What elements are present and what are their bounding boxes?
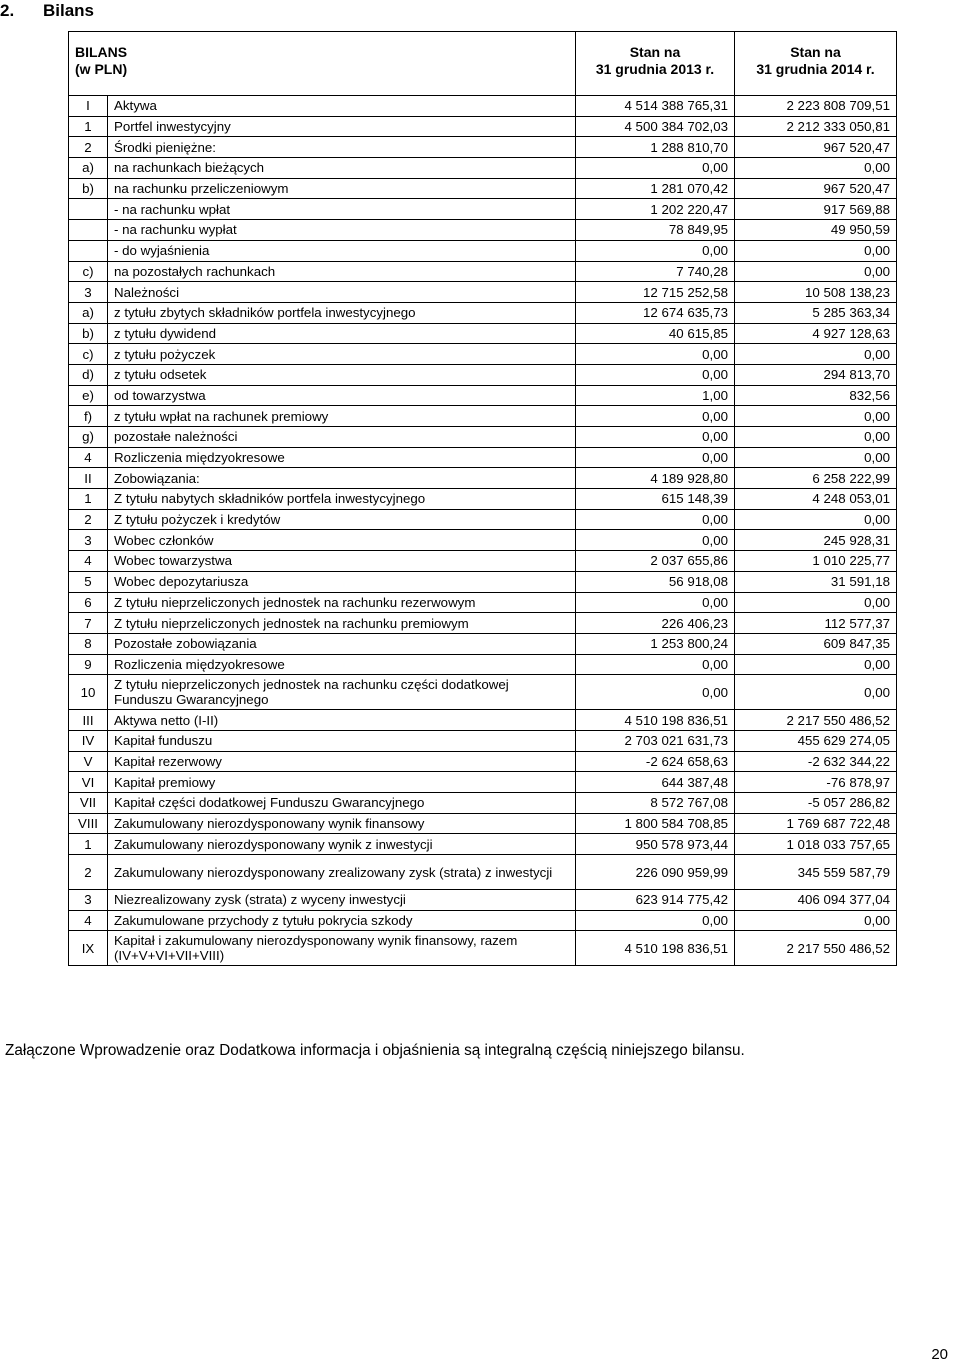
row-label: Kapitał części dodatkowej Funduszu Gwarancyjnego [108, 793, 576, 814]
value-2014: 0,00 [735, 509, 897, 530]
table-row [69, 613, 897, 634]
value-2014: 832,56 [735, 385, 897, 406]
value-2014: 1 018 033 757,65 [735, 834, 897, 855]
value-2014: 4 248 053,01 [735, 489, 897, 510]
row-number [69, 199, 108, 220]
row-label: Kapitał premiowy [108, 772, 576, 793]
row-number: d) [69, 364, 108, 385]
table-row [69, 447, 897, 468]
value-2013: 1 800 584 708,85 [576, 813, 735, 834]
table-row [69, 261, 897, 282]
value-2014: 294 813,70 [735, 364, 897, 385]
section-number: 2. [0, 1, 15, 20]
row-label: Aktywa netto (I-II) [108, 710, 576, 731]
row-number: 3 [69, 890, 108, 911]
value-2013: 2 703 021 631,73 [576, 730, 735, 751]
row-number: VII [69, 793, 108, 814]
table-row [69, 116, 897, 137]
row-label: od towarzystwa [108, 385, 576, 406]
table-body [69, 96, 897, 966]
row-label: - na rachunku wpłat [108, 199, 576, 220]
row-label: Rozliczenia międzyokresowe [108, 447, 576, 468]
row-number: 6 [69, 592, 108, 613]
value-2014: 31 591,18 [735, 571, 897, 592]
row-number: 1 [69, 834, 108, 855]
value-2014: -5 057 286,82 [735, 793, 897, 814]
row-label: - na rachunku wypłat [108, 220, 576, 241]
row-number: 1 [69, 489, 108, 510]
column-header-2014-line1: Stan na [790, 44, 841, 60]
column-header-2014-line2: 31 grudnia 2014 r. [756, 61, 875, 77]
value-2013: 0,00 [576, 675, 735, 710]
value-2014: 917 569,88 [735, 199, 897, 220]
row-number: e) [69, 385, 108, 406]
row-number: I [69, 96, 108, 117]
value-2013: 4 500 384 702,03 [576, 116, 735, 137]
value-2014: 0,00 [735, 675, 897, 710]
value-2014: 10 508 138,23 [735, 282, 897, 303]
value-2013: 623 914 775,42 [576, 890, 735, 911]
row-label: Wobec towarzystwa [108, 551, 576, 572]
table-row [69, 530, 897, 551]
table-row [69, 137, 897, 158]
table-title: BILANS [75, 44, 128, 60]
value-2014: 5 285 363,34 [735, 302, 897, 323]
row-number: a) [69, 158, 108, 179]
table-row [69, 509, 897, 530]
page-number: 20 [931, 1346, 948, 1363]
table-row [69, 710, 897, 731]
value-2013: 0,00 [576, 240, 735, 261]
value-2014: 0,00 [735, 447, 897, 468]
value-2014: 0,00 [735, 427, 897, 448]
row-label: Kapitał funduszu [108, 730, 576, 751]
table-row [69, 489, 897, 510]
row-label: Zakumulowane przychody z tytułu pokrycia szkody [108, 910, 576, 931]
row-number: II [69, 468, 108, 489]
value-2013: 1 288 810,70 [576, 137, 735, 158]
table-row [69, 406, 897, 427]
row-number: IX [69, 931, 108, 966]
value-2014: 0,00 [735, 158, 897, 179]
table-row [69, 813, 897, 834]
value-2014: 345 559 587,79 [735, 855, 897, 890]
value-2013: 0,00 [576, 406, 735, 427]
row-label: z tytułu zbytych składników portfela inwestycyjnego [108, 302, 576, 323]
table-row [69, 592, 897, 613]
value-2014: 0,00 [735, 240, 897, 261]
row-label: Zakumulowany nierozdysponowany wynik z inwestycji [108, 834, 576, 855]
table-row [69, 385, 897, 406]
row-label: na pozostałych rachunkach [108, 261, 576, 282]
value-2013: 0,00 [576, 364, 735, 385]
row-number: 1 [69, 116, 108, 137]
table-row [69, 571, 897, 592]
table-row [69, 633, 897, 654]
row-number: 4 [69, 551, 108, 572]
value-2013: 4 510 198 836,51 [576, 710, 735, 731]
value-2014: 0,00 [735, 910, 897, 931]
row-label: z tytułu pożyczek [108, 344, 576, 365]
footnote: Załączone Wprowadzenie oraz Dodatkowa informacja i objaśnienia są integralną częścią niniejszego bilansu. [5, 1042, 745, 1059]
row-number: 4 [69, 447, 108, 468]
table-row [69, 793, 897, 814]
row-label: Rozliczenia międzyokresowe [108, 654, 576, 675]
table-row [69, 282, 897, 303]
row-number: c) [69, 261, 108, 282]
table-currency: (w PLN) [75, 61, 128, 77]
value-2013: 226 090 959,99 [576, 855, 735, 890]
row-label: Z tytułu nieprzeliczonych jednostek na rachunku rezerwowym [108, 592, 576, 613]
value-2014: 609 847,35 [735, 633, 897, 654]
value-2013: 950 578 973,44 [576, 834, 735, 855]
row-label: Wobec depozytariusza [108, 571, 576, 592]
table-header-row [69, 32, 897, 96]
value-2014: 967 520,47 [735, 137, 897, 158]
value-2013: 1,00 [576, 385, 735, 406]
row-number: 4 [69, 910, 108, 931]
row-label: Wobec członków [108, 530, 576, 551]
row-number: 5 [69, 571, 108, 592]
value-2013: 1 253 800,24 [576, 633, 735, 654]
row-label: Kapitał i zakumulowany nierozdysponowany wynik finansowy, razem (IV+V+VI+VII+VIII) [108, 931, 576, 966]
column-header-2013-line1: Stan na [629, 44, 681, 60]
table-row [69, 178, 897, 199]
value-2013: 0,00 [576, 344, 735, 365]
table-row [69, 855, 897, 890]
table-row [69, 364, 897, 385]
row-label: Z tytułu nieprzeliczonych jednostek na rachunku premiowym [108, 613, 576, 634]
value-2013: -2 624 658,63 [576, 751, 735, 772]
value-2013: 56 918,08 [576, 571, 735, 592]
row-label: Środki pieniężne: [108, 137, 576, 158]
table-row [69, 158, 897, 179]
row-number [69, 220, 108, 241]
section-title: Bilans [43, 1, 95, 20]
row-label: Aktywa [108, 96, 576, 117]
value-2013: 0,00 [576, 592, 735, 613]
row-number: 3 [69, 530, 108, 551]
value-2013: 78 849,95 [576, 220, 735, 241]
table-row [69, 344, 897, 365]
value-2013: 12 715 252,58 [576, 282, 735, 303]
table-row [69, 551, 897, 572]
row-label: pozostałe należności [108, 427, 576, 448]
value-2013: 4 189 928,80 [576, 468, 735, 489]
value-2013: 0,00 [576, 910, 735, 931]
table-row [69, 730, 897, 751]
table-row [69, 772, 897, 793]
row-number: 2 [69, 509, 108, 530]
value-2013: 12 674 635,73 [576, 302, 735, 323]
value-2014: -76 878,97 [735, 772, 897, 793]
value-2014: 1 010 225,77 [735, 551, 897, 572]
row-number: 2 [69, 137, 108, 158]
value-2013: 0,00 [576, 654, 735, 675]
value-2014: 455 629 274,05 [735, 730, 897, 751]
column-header-2014 [735, 32, 897, 96]
value-2014: 406 094 377,04 [735, 890, 897, 911]
row-number: c) [69, 344, 108, 365]
value-2013: 2 037 655,86 [576, 551, 735, 572]
row-label: Z tytułu nieprzeliczonych jednostek na rachunku części dodatkowej Funduszu Gwarancyjnego [108, 675, 576, 710]
row-number: 10 [69, 675, 108, 710]
table-row [69, 890, 897, 911]
section-heading [0, 0, 94, 22]
value-2013: 0,00 [576, 427, 735, 448]
value-2014: 245 928,31 [735, 530, 897, 551]
row-number: a) [69, 302, 108, 323]
row-label: Niezrealizowany zysk (strata) z wyceny inwestycji [108, 890, 576, 911]
row-label: z tytułu odsetek [108, 364, 576, 385]
row-label: z tytułu wpłat na rachunek premiowy [108, 406, 576, 427]
value-2013: 1 202 220,47 [576, 199, 735, 220]
table-row [69, 240, 897, 261]
row-number: 3 [69, 282, 108, 303]
row-number: VI [69, 772, 108, 793]
value-2014: 0,00 [735, 654, 897, 675]
row-label: Portfel inwestycyjny [108, 116, 576, 137]
table-row [69, 751, 897, 772]
row-label: z tytułu dywidend [108, 323, 576, 344]
value-2013: 40 615,85 [576, 323, 735, 344]
value-2014: 112 577,37 [735, 613, 897, 634]
row-label: Zobowiązania: [108, 468, 576, 489]
table-row [69, 654, 897, 675]
row-number: IV [69, 730, 108, 751]
value-2013: 4 514 388 765,31 [576, 96, 735, 117]
value-2014: 2 217 550 486,52 [735, 710, 897, 731]
column-header-2013-line2: 31 grudnia 2013 r. [595, 61, 715, 77]
value-2013: 4 510 198 836,51 [576, 931, 735, 966]
row-number: b) [69, 178, 108, 199]
table-row [69, 199, 897, 220]
value-2013: 0,00 [576, 530, 735, 551]
row-number: b) [69, 323, 108, 344]
value-2013: 0,00 [576, 158, 735, 179]
row-number: 8 [69, 633, 108, 654]
value-2014: -2 632 344,22 [735, 751, 897, 772]
value-2014: 49 950,59 [735, 220, 897, 241]
row-label: Z tytułu pożyczek i kredytów [108, 509, 576, 530]
table-row [69, 468, 897, 489]
table-row [69, 323, 897, 344]
table-row [69, 220, 897, 241]
column-header-2013 [576, 32, 735, 96]
value-2013: 226 406,23 [576, 613, 735, 634]
value-2014: 2 223 808 709,51 [735, 96, 897, 117]
row-number: g) [69, 427, 108, 448]
value-2013: 644 387,48 [576, 772, 735, 793]
value-2014: 0,00 [735, 406, 897, 427]
table-row [69, 834, 897, 855]
row-label: na rachunkach bieżących [108, 158, 576, 179]
row-label: Pozostałe zobowiązania [108, 633, 576, 654]
row-number: f) [69, 406, 108, 427]
value-2013: 7 740,28 [576, 261, 735, 282]
value-2014: 967 520,47 [735, 178, 897, 199]
balance-sheet-table [68, 31, 897, 966]
row-label: - do wyjaśnienia [108, 240, 576, 261]
value-2014: 1 769 687 722,48 [735, 813, 897, 834]
value-2013: 0,00 [576, 447, 735, 468]
row-label: Zakumulowany nierozdysponowany zrealizowany zysk (strata) z inwestycji [108, 855, 576, 890]
row-label: Należności [108, 282, 576, 303]
row-label: na rachunku przeliczeniowym [108, 178, 576, 199]
value-2014: 2 212 333 050,81 [735, 116, 897, 137]
row-label: Kapitał rezerwowy [108, 751, 576, 772]
table-row [69, 931, 897, 966]
value-2014: 0,00 [735, 344, 897, 365]
table-title-header [69, 32, 576, 96]
table-row [69, 96, 897, 117]
value-2013: 1 281 070,42 [576, 178, 735, 199]
row-number: III [69, 710, 108, 731]
value-2013: 615 148,39 [576, 489, 735, 510]
row-number: 9 [69, 654, 108, 675]
row-number: 7 [69, 613, 108, 634]
table-row [69, 427, 897, 448]
value-2014: 0,00 [735, 261, 897, 282]
table-row [69, 910, 897, 931]
table-row [69, 675, 897, 710]
row-label: Z tytułu nabytych składników portfela inwestycyjnego [108, 489, 576, 510]
table-row [69, 302, 897, 323]
value-2014: 4 927 128,63 [735, 323, 897, 344]
value-2014: 6 258 222,99 [735, 468, 897, 489]
row-number: VIII [69, 813, 108, 834]
value-2013: 8 572 767,08 [576, 793, 735, 814]
value-2014: 2 217 550 486,52 [735, 931, 897, 966]
row-label: Zakumulowany nierozdysponowany wynik finansowy [108, 813, 576, 834]
value-2013: 0,00 [576, 509, 735, 530]
row-number: 2 [69, 855, 108, 890]
row-number: V [69, 751, 108, 772]
row-number [69, 240, 108, 261]
value-2014: 0,00 [735, 592, 897, 613]
